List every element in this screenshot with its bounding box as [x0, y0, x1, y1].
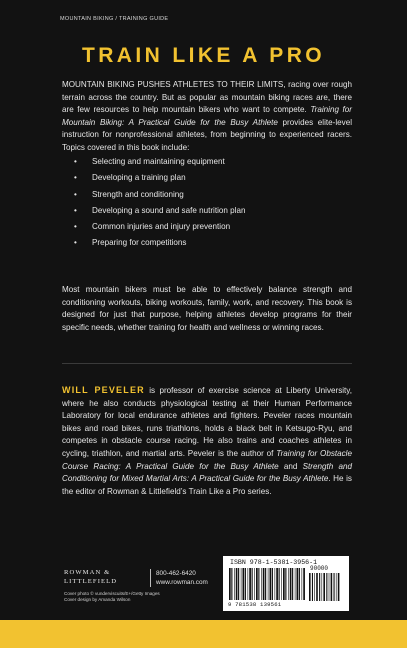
publisher-logo: [64, 568, 117, 586]
barcode-bar: [302, 568, 303, 600]
barcode-bar: [265, 568, 266, 600]
barcode-bar: [263, 568, 265, 600]
barcode-bar: [314, 573, 315, 601]
author-text-3: . He is the editor of Rowman & Littlefield’s Train Like a Pro series.: [62, 474, 352, 496]
barcode-bar: [316, 573, 318, 601]
addon-barcode-graphic: [309, 573, 341, 601]
category-label: MOUNTAIN BIKING / TRAINING GUIDE: [60, 16, 169, 22]
barcode-bar: [254, 568, 255, 600]
barcode-bar: [331, 573, 333, 601]
author-text-1: is professor of exercise science at Liberty University, where he also conducts physiological testing at their Human Performance Laboratory for local endurance athletes and fighters. Peveler races mountain bikes and road bikes, runs triathlons, holds a black belt in Ketsugo-Ryu, and competes in obstacle course racing. He also trains and coaches athletes in cycling, triathlon, and martial arts. Peveler is the author of: [62, 386, 352, 458]
section-divider: [62, 363, 352, 364]
barcode-bar: [283, 568, 285, 600]
barcode-bar: [290, 568, 292, 600]
publisher-line-2: LITTLEFIELD: [64, 578, 118, 585]
barcode-bar: [292, 568, 293, 600]
barcode-bar: [312, 573, 313, 601]
intro-lead: MOUNTAIN BIKING PUSHES ATHLETES TO THEIR LIMITS,: [62, 80, 286, 89]
author-book-1: Training for Obstacle Course Racing: A Practical Guide for the Busy Athlete: [62, 448, 352, 471]
barcode-bar: [241, 568, 242, 600]
barcode-bar: [336, 573, 337, 601]
intro-text-1: racing over rough terrain across the country. But as popular as mountain biking races are, there are few resources to help mountain bikers who want to compete.: [62, 80, 352, 115]
barcode-bar: [272, 568, 273, 600]
ean-digits: 9 781538 139561: [228, 601, 282, 608]
price-code: 90000: [310, 565, 329, 572]
barcode-bar: [238, 568, 239, 600]
topic-item: • Common injuries and injury prevention: [74, 219, 245, 235]
topic-item: • Selecting and maintaining equipment: [74, 154, 245, 170]
barcode-bar: [279, 568, 280, 600]
barcode-bar: [261, 568, 262, 600]
author-bio: [62, 384, 352, 498]
publisher-website[interactable]: www.rowman.com: [156, 579, 208, 586]
barcode-bar: [326, 573, 327, 601]
isbn-text: ISBN 978-1-5381-3956-1: [230, 559, 318, 566]
barcode-bar: [338, 573, 340, 601]
photo-credit: Cover photo © vunderviscuits/E+/Getty Images: [64, 591, 160, 596]
publisher-contact: [156, 569, 208, 587]
barcode-bar: [319, 573, 320, 601]
barcode-bar: [322, 573, 323, 601]
barcode-bar: [329, 573, 330, 601]
barcode-bar: [334, 573, 335, 601]
barcode-bar: [299, 568, 300, 600]
barcode-bar: [234, 568, 235, 600]
design-credit: Cover design by Amanda Wilson: [64, 597, 131, 603]
barcode-bar: [288, 568, 289, 600]
barcode-bar: [236, 568, 238, 600]
barcode-bar: [295, 568, 296, 600]
ean-barcode-graphic: [229, 568, 305, 600]
barcode-bar: [249, 568, 251, 600]
intro-book-title: Training for Mountain Biking: A Practical Guide for the Busy Athlete: [62, 105, 352, 127]
barcode-bar: [258, 568, 259, 600]
barcode-bar: [297, 568, 299, 600]
cover-credits: [64, 591, 160, 604]
barcode-bar: [245, 568, 246, 600]
publisher-separator: [150, 569, 151, 587]
barcode-bar: [248, 568, 249, 600]
barcode-bar: [270, 568, 272, 600]
barcode-bar: [256, 568, 258, 600]
publisher-line-1: ROWMAN &: [64, 569, 111, 576]
barcode-bar: [285, 568, 286, 600]
topic-item: • Strength and conditioning: [74, 187, 245, 203]
topic-item: • Developing a training plan: [74, 170, 245, 186]
barcode-bar: [281, 568, 282, 600]
barcode-bar: [231, 568, 232, 600]
author-book-2: Strength and Conditioning for Mixed Martial Arts: A Practical Guide for the Busy Athlete: [62, 461, 352, 484]
author-name: WILL PEVELER: [62, 385, 145, 395]
barcode-bar: [229, 568, 231, 600]
barcode-panel: [223, 556, 349, 611]
barcode-bar: [243, 568, 245, 600]
series-title: TRAIN LIKE A PRO: [81, 44, 325, 67]
body-paragraph: Most mountain bikers must be able to effectively balance strength and conditioning workouts, biking workouts, family, work, and recovery. This book is designed for just that purpose, helping athletes develop programs for their specific needs, whether training for health and wellness or winning races.: [62, 285, 352, 332]
barcode-bar: [309, 573, 311, 601]
topics-list: [74, 154, 245, 252]
topic-item: • Preparing for competitions: [74, 235, 245, 251]
topic-item: • Developing a sound and safe nutrition plan: [74, 203, 245, 219]
intro-text-2: provides elite-level instruction for nonprofessional athletes, from beginning to experienced racers. Topics covered in this book include:: [62, 117, 352, 152]
barcode-bar: [276, 568, 278, 600]
barcode-bar: [275, 568, 276, 600]
barcode-bar: [268, 568, 269, 600]
barcode-bar: [303, 568, 305, 600]
author-text-2: and: [278, 461, 303, 471]
publisher-phone: 800-462-6420: [156, 570, 196, 577]
barcode-bar: [323, 573, 325, 601]
intro-paragraph: [62, 79, 352, 155]
barcode-bar: [252, 568, 253, 600]
